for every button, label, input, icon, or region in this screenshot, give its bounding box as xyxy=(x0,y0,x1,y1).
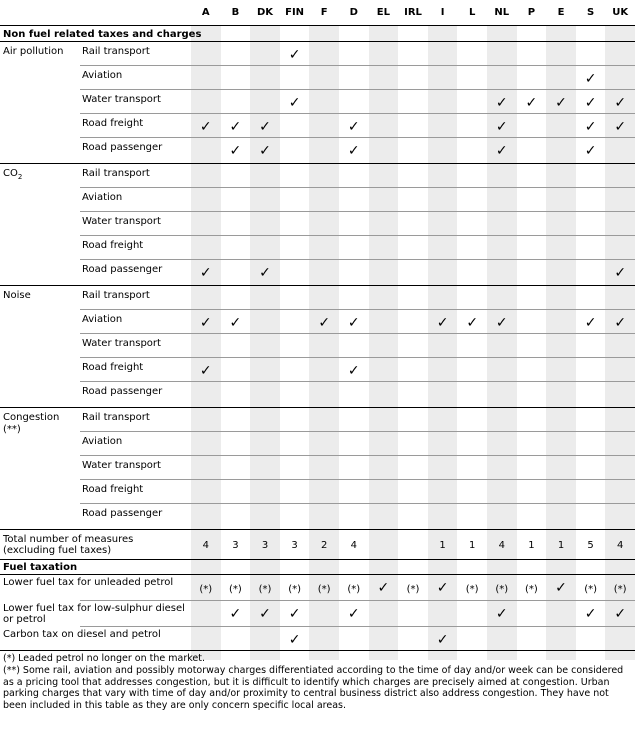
total-measures-label: Total number of measures (excluding fuel taxes) xyxy=(3,534,134,556)
total-value: 1 xyxy=(528,540,535,551)
not-applicable-marker: (*) xyxy=(317,584,331,595)
row-divider xyxy=(0,559,635,560)
check-mark: ✓ xyxy=(584,606,597,622)
transport-mode-label: Rail transport xyxy=(82,290,150,301)
group-label xyxy=(3,412,78,436)
column-header-f: F xyxy=(320,7,328,18)
check-mark: ✓ xyxy=(436,632,449,648)
transport-mode-label: Aviation xyxy=(82,192,123,203)
row-divider xyxy=(80,600,635,601)
check-mark: ✓ xyxy=(229,119,242,135)
check-mark: ✓ xyxy=(614,315,627,331)
column-header-irl: IRL xyxy=(404,7,422,18)
total-value: 5 xyxy=(587,540,594,551)
not-applicable-marker: (*) xyxy=(347,584,361,595)
transport-mode-label: Aviation xyxy=(82,70,123,81)
check-mark: ✓ xyxy=(229,606,242,622)
fuel-row-label: Lower fuel tax for low-sulphur diesel or petrol xyxy=(3,603,185,625)
row-divider xyxy=(80,503,635,504)
check-mark: ✓ xyxy=(229,315,242,331)
shaded-column xyxy=(369,26,399,660)
not-applicable-marker: (*) xyxy=(228,584,242,595)
check-mark: ✓ xyxy=(584,71,597,87)
footnote: (*) Leaded petrol no longer on the market. xyxy=(3,653,205,664)
row-divider xyxy=(80,235,635,236)
total-value: 1 xyxy=(557,540,565,551)
check-mark: ✓ xyxy=(347,143,360,159)
transport-mode-label: Road freight xyxy=(82,240,144,251)
check-mark: ✓ xyxy=(288,95,301,111)
check-mark: ✓ xyxy=(614,119,627,135)
shaded-column xyxy=(428,26,458,660)
footnote: (**) Some rail, aviation and possibly motorway charges differentiated according to the time of day and/or week can be considered as a pricing tool that addresses congestion, but it is difficult to identify which charges are precisely aimed at congestion. Urban parking charges that vary with time of day and/or proximity to central business district also address congestion. They have not been included in this table as they are only concern specific local areas. xyxy=(3,665,624,711)
row-divider xyxy=(80,113,635,114)
check-mark: ✓ xyxy=(495,119,508,135)
group-label xyxy=(3,46,78,58)
total-value: 4 xyxy=(202,540,209,551)
group-label xyxy=(3,168,78,183)
check-mark: ✓ xyxy=(584,95,597,111)
transport-mode-label: Rail transport xyxy=(82,168,150,179)
check-mark: ✓ xyxy=(199,315,212,331)
section-title-fuel: Fuel taxation xyxy=(3,562,78,573)
transport-mode-label: Road passenger xyxy=(82,386,163,397)
check-mark: ✓ xyxy=(495,143,508,159)
check-mark: ✓ xyxy=(288,47,301,63)
total-value: 4 xyxy=(498,540,505,551)
row-divider xyxy=(80,381,635,382)
total-value: 1 xyxy=(469,540,476,551)
check-mark: ✓ xyxy=(495,606,508,622)
check-mark: ✓ xyxy=(436,315,449,331)
check-mark: ✓ xyxy=(525,95,538,111)
check-mark: ✓ xyxy=(347,315,360,331)
row-divider xyxy=(80,309,635,310)
total-value: 1 xyxy=(439,540,446,551)
row-divider xyxy=(0,41,635,42)
row-divider xyxy=(80,455,635,456)
not-applicable-marker: (*) xyxy=(584,584,597,595)
column-header-e: E xyxy=(557,7,565,18)
check-mark: ✓ xyxy=(347,363,360,379)
shaded-column xyxy=(546,26,576,660)
column-header-el: EL xyxy=(376,7,390,18)
column-header-p: P xyxy=(527,7,536,18)
transport-mode-label: Road passenger xyxy=(82,142,163,153)
row-divider xyxy=(80,187,635,188)
fuel-row-label: Lower fuel tax for unleaded petrol xyxy=(3,577,174,588)
not-applicable-marker: (*) xyxy=(199,584,213,595)
check-mark: ✓ xyxy=(259,119,271,135)
row-divider xyxy=(0,163,635,164)
transport-mode-label: Road freight xyxy=(82,118,144,129)
transport-mode-label: Water transport xyxy=(82,460,161,471)
column-header-nl: NL xyxy=(494,7,510,18)
column-header-i: I xyxy=(440,7,445,18)
row-divider xyxy=(0,407,635,408)
check-mark: ✓ xyxy=(614,265,627,281)
transport-mode-label: Road freight xyxy=(82,484,144,495)
group-label-main: Congestion (**) xyxy=(3,412,60,435)
row-divider xyxy=(0,574,635,575)
section-title-non-fuel: Non fuel related taxes and charges xyxy=(3,29,202,40)
row-divider xyxy=(80,259,635,260)
row-divider xyxy=(80,137,635,138)
column-header-b: B xyxy=(231,7,240,18)
transport-mode-label: Road passenger xyxy=(82,508,163,519)
row-divider xyxy=(0,285,635,286)
transport-mode-label: Water transport xyxy=(82,338,161,349)
check-mark: ✓ xyxy=(259,265,271,281)
transport-mode-label: Rail transport xyxy=(82,412,150,423)
total-value: 3 xyxy=(291,540,298,551)
column-header-fin: FIN xyxy=(285,7,305,18)
row-divider xyxy=(80,479,635,480)
check-mark: ✓ xyxy=(495,95,508,111)
transport-mode-label: Aviation xyxy=(82,314,123,325)
row-divider xyxy=(80,65,635,66)
check-mark: ✓ xyxy=(436,580,449,596)
column-header-l: L xyxy=(469,7,476,18)
check-mark: ✓ xyxy=(377,580,390,596)
total-value: 4 xyxy=(617,540,624,551)
check-mark: ✓ xyxy=(347,119,360,135)
check-mark: ✓ xyxy=(614,95,627,111)
row-divider xyxy=(0,529,635,530)
group-label-main: Noise xyxy=(3,290,31,301)
row-divider xyxy=(0,650,635,651)
check-mark: ✓ xyxy=(614,606,627,622)
column-header-a: A xyxy=(201,7,210,18)
check-mark: ✓ xyxy=(584,143,597,159)
group-label xyxy=(3,290,78,302)
total-value: 3 xyxy=(232,540,239,551)
check-mark: ✓ xyxy=(259,606,271,622)
shaded-column xyxy=(309,26,339,660)
check-mark: ✓ xyxy=(466,315,479,331)
check-mark: ✓ xyxy=(347,606,360,622)
not-applicable-marker: (*) xyxy=(288,584,301,595)
check-mark: ✓ xyxy=(584,315,597,331)
row-divider xyxy=(0,25,635,26)
row-divider xyxy=(80,333,635,334)
transport-mode-label: Rail transport xyxy=(82,46,150,57)
check-mark: ✓ xyxy=(259,143,271,159)
check-mark: ✓ xyxy=(495,315,508,331)
not-applicable-marker: (*) xyxy=(524,584,538,595)
column-header-uk: UK xyxy=(612,7,629,18)
row-divider xyxy=(80,431,635,432)
row-divider xyxy=(80,89,635,90)
total-value: 2 xyxy=(321,540,328,551)
check-mark: ✓ xyxy=(229,143,242,159)
not-applicable-marker: (*) xyxy=(495,584,509,595)
total-value: 3 xyxy=(261,540,269,551)
column-header-d: D xyxy=(349,7,358,18)
row-divider xyxy=(80,626,635,627)
check-mark: ✓ xyxy=(199,363,212,379)
not-applicable-marker: (*) xyxy=(613,584,627,595)
column-header-dk: DK xyxy=(256,7,274,18)
check-mark: ✓ xyxy=(555,580,567,596)
group-label-main: CO xyxy=(3,168,18,179)
check-mark: ✓ xyxy=(199,119,212,135)
transport-mode-label: Water transport xyxy=(82,94,161,105)
column-header-s: S xyxy=(586,7,595,18)
check-mark: ✓ xyxy=(288,606,301,622)
check-mark: ✓ xyxy=(555,95,567,111)
not-applicable-marker: (*) xyxy=(465,584,479,595)
not-applicable-marker: (*) xyxy=(406,584,420,595)
row-divider xyxy=(80,211,635,212)
row-divider xyxy=(80,357,635,358)
fuel-row-label: Carbon tax on diesel and petrol xyxy=(3,629,161,640)
transport-mode-label: Aviation xyxy=(82,436,123,447)
check-mark: ✓ xyxy=(199,265,212,281)
check-mark: ✓ xyxy=(584,119,597,135)
transport-mode-label: Road freight xyxy=(82,362,144,373)
total-value: 4 xyxy=(350,540,357,551)
check-mark: ✓ xyxy=(288,632,301,648)
not-applicable-marker: (*) xyxy=(258,584,272,595)
group-label-main: Air pollution xyxy=(3,46,64,57)
group-label-subscript: 2 xyxy=(17,173,23,181)
transport-mode-label: Water transport xyxy=(82,216,161,227)
check-mark: ✓ xyxy=(318,315,331,331)
transport-mode-label: Road passenger xyxy=(82,264,163,275)
